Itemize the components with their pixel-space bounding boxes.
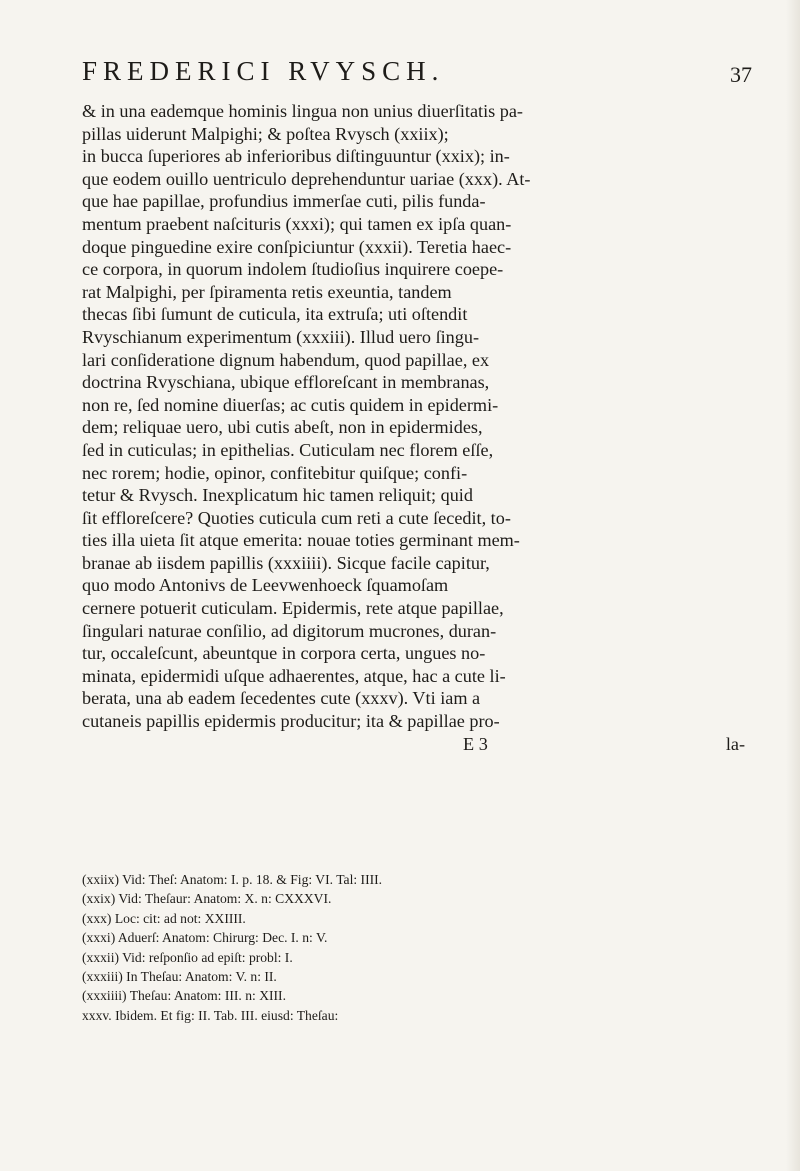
text-line: minata, epidermidi uſque adhaerentes, atque, hac a cute li- <box>82 665 506 686</box>
footnote: (xxxiiii) Theſau: Anatom: III. n: XIII. <box>82 988 286 1004</box>
text-line: Rvyschianum experimentum (xxxiii). Illud uero ſingu- <box>82 326 480 347</box>
text-line: branae ab iisdem papillis (xxxiiii). Sicque facile capitur, <box>82 552 490 573</box>
footnote: (xxxii) Vid: reſponſio ad epiſt: probl: I. <box>82 949 293 965</box>
text-line: que hae papillae, profundius immerſae cuti, pilis funda- <box>82 191 486 212</box>
text-line: cutaneis papillis epidermis producitur; ita & papillae pro- <box>82 711 500 732</box>
text-line: ſit effloreſcere? Quoties cuticula cum reti a cute ſecedit, to- <box>82 507 511 528</box>
footnote: (xxxiii) In Theſau: Anatom: V. n: II. <box>82 969 277 985</box>
text-line: lari conſideratione dignum habendum, quod papillae, ex <box>82 349 490 370</box>
text-line: ties illa uieta ſit atque emerita: nouae toties germinant mem- <box>82 530 520 551</box>
text-line: quo modo Antonivs de Leevwenhoeck ſquamoſam <box>82 575 449 596</box>
footnote: xxxv. Ibidem. Et fig: II. Tab. III. eiusd: Theſau: <box>82 1007 339 1023</box>
text-line: doque pinguedine exire conſpiciuntur (xxxii). Teretia haec- <box>82 236 512 257</box>
catchword: la- <box>725 733 745 754</box>
text-line: nec rorem; hodie, opinor, confitebitur quiſque; confi- <box>82 462 468 483</box>
text-line: berata, una ab eadem ſecedentes cute (xxxv). Vti iam a <box>82 688 481 709</box>
text-line: doctrina Rvyschiana, ubique effloreſcant in membranas, <box>82 372 490 393</box>
body-text <box>82 100 750 755</box>
text-line: ſingulari naturae conſilio, ad digitorum mucrones, duran- <box>82 620 497 641</box>
text-line: & in una eademque hominis lingua non unius diuerſitatis pa- <box>82 101 523 121</box>
text-line: tetur & Rvysch. Inexplicatum hic tamen reliquit; quid <box>82 485 473 506</box>
text-line: tur, occaleſcunt, abeuntque in corpora certa, ungues no- <box>82 643 486 664</box>
page-number: 37 <box>730 62 752 87</box>
footnote: (xxiix) Vid: Theſ: Anatom: I. p. 18. & Fig: VI. Tal: IIII. <box>82 872 383 887</box>
footnotes <box>82 870 702 1025</box>
footnote: (xxx) Loc: cit: ad not: XXIIII. <box>82 910 246 926</box>
page-header <box>82 56 752 96</box>
text-line: thecas ſibi ſumunt de cuticula, ita extruſa; uti oſtendit <box>82 304 468 325</box>
text-line: dem; reliquae uero, ubi cutis abeſt, non in epidermides, <box>82 417 483 438</box>
text-line: ſed in cuticulas; in epithelias. Cuticulam nec florem eſſe, <box>82 439 494 460</box>
signature-mark: E 3 <box>463 733 488 754</box>
text-line: cernere potuerit cuticulam. Epidermis, rete atque papillae, <box>82 598 504 619</box>
text-line: mentum praebent naſcituris (xxxi); qui tamen ex ipſa quan- <box>82 213 512 234</box>
page-edge-shadow <box>786 0 800 1171</box>
text-line: in bucca ſuperiores ab inferioribus diſtinguuntur (xxix); in- <box>82 146 510 167</box>
footnote: (xxxi) Aduerſ: Anatom: Chirurg: Dec. I. n: V. <box>82 930 328 946</box>
running-head: FREDERICI RVYSCH. <box>82 56 445 86</box>
footnote: (xxix) Vid: Theſaur: Anatom: X. n: CXXXVI. <box>82 891 332 907</box>
text-line: non re, ſed nomine diuerſas; ac cutis quidem in epidermi- <box>82 394 499 415</box>
text-line: que eodem ouillo uentriculo deprehenduntur uariae (xxx). At- <box>82 168 531 189</box>
signature-line <box>82 733 750 756</box>
text-line: pillas uiderunt Malpighi; & poſtea Rvysch (xxiix); <box>82 123 449 144</box>
text-line: rat Malpighi, per ſpiramenta retis exeuntia, tandem <box>82 281 452 302</box>
text-line: ce corpora, in quorum indolem ſtudioſius inquirere coepe- <box>82 259 504 280</box>
